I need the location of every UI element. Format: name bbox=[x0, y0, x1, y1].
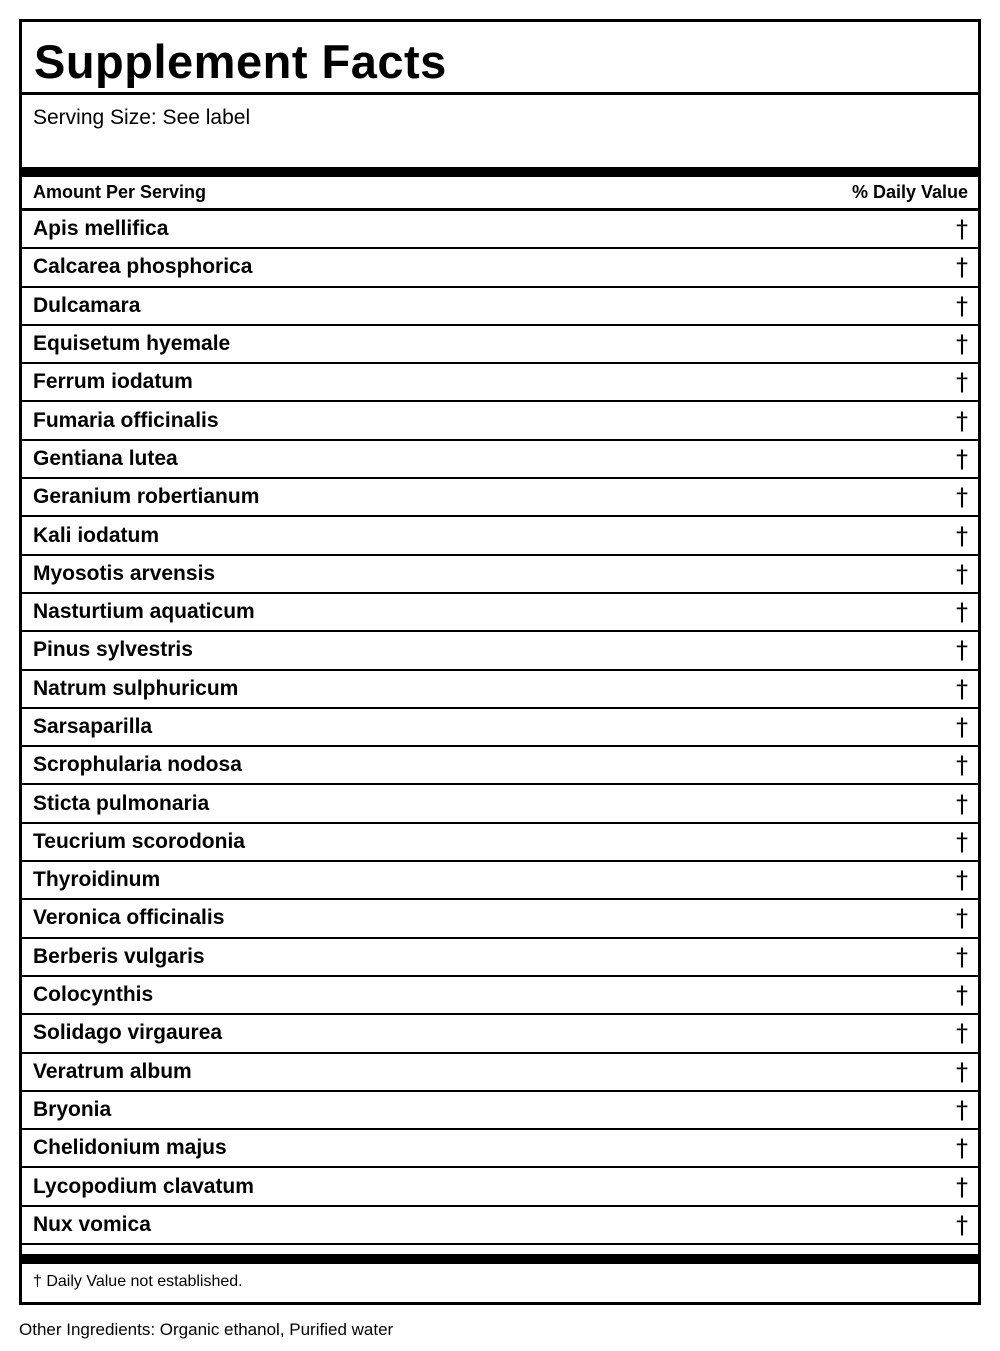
ingredient-name: Chelidonium majus bbox=[33, 1136, 227, 1160]
footnote: † Daily Value not established. bbox=[33, 1273, 243, 1291]
table-row bbox=[22, 862, 978, 900]
daily-value-dagger: † bbox=[956, 751, 968, 780]
ingredient-name: Thyroidinum bbox=[33, 868, 161, 892]
table-row bbox=[22, 671, 978, 709]
table-row bbox=[22, 1092, 978, 1130]
daily-value-dagger: † bbox=[956, 521, 968, 550]
daily-value-dagger: † bbox=[956, 598, 968, 627]
ingredient-name: Solidago virgaurea bbox=[33, 1021, 223, 1045]
panel-title: Supplement Facts bbox=[22, 22, 978, 95]
amount-per-serving-header: Amount Per Serving bbox=[33, 182, 207, 202]
ingredient-name: Pinus sylvestris bbox=[33, 638, 193, 662]
ingredient-name: Nux vomica bbox=[33, 1212, 151, 1236]
serving-size: Serving Size: See label bbox=[33, 106, 251, 129]
ingredient-name: Teucrium scorodonia bbox=[33, 829, 245, 853]
daily-value-dagger: † bbox=[956, 1210, 968, 1239]
daily-value-dagger: † bbox=[956, 1134, 968, 1163]
daily-value-dagger: † bbox=[956, 291, 968, 320]
table-header bbox=[22, 177, 978, 211]
daily-value-dagger: † bbox=[956, 406, 968, 435]
ingredient-name: Geranium robertianum bbox=[33, 485, 260, 509]
footer-divider bbox=[22, 1254, 978, 1264]
ingredient-name: Ferrum iodatum bbox=[33, 370, 193, 394]
table-row bbox=[22, 1130, 978, 1168]
ingredient-name: Veronica officinalis bbox=[33, 906, 225, 930]
ingredient-name: Sarsaparilla bbox=[33, 715, 153, 738]
ingredient-name: Berberis vulgaris bbox=[33, 944, 205, 968]
daily-value-dagger: † bbox=[956, 866, 968, 895]
supplement-facts-panel bbox=[19, 19, 981, 1305]
ingredient-name: Scrophularia nodosa bbox=[33, 753, 242, 777]
table-row bbox=[22, 517, 978, 555]
daily-value-dagger: † bbox=[956, 330, 968, 359]
ingredient-list bbox=[22, 211, 978, 1245]
table-row bbox=[22, 441, 978, 479]
table-row bbox=[22, 824, 978, 862]
table-row bbox=[22, 326, 978, 364]
daily-value-header: % Daily Value bbox=[851, 182, 968, 202]
daily-value-dagger: † bbox=[956, 713, 968, 741]
table-row bbox=[22, 556, 978, 594]
ingredient-name: Gentiana lutea bbox=[33, 446, 178, 470]
ingredient-name: Sticta pulmonaria bbox=[33, 791, 210, 815]
daily-value-dagger: † bbox=[956, 215, 968, 244]
table-row bbox=[22, 709, 978, 747]
daily-value-dagger: † bbox=[956, 1172, 968, 1201]
table-row bbox=[22, 211, 978, 249]
table-row bbox=[22, 364, 978, 402]
ingredient-name: Natrum sulphuricum bbox=[33, 676, 239, 700]
ingredient-name: Colocynthis bbox=[33, 983, 154, 1007]
ingredient-name: Apis mellifica bbox=[33, 217, 169, 241]
table-row bbox=[22, 402, 978, 440]
table-row bbox=[22, 594, 978, 632]
thick-divider bbox=[22, 167, 978, 177]
table-row bbox=[22, 900, 978, 938]
daily-value-dagger: † bbox=[956, 1019, 968, 1048]
other-ingredients: Other Ingredients: Organic ethanol, Purified water bbox=[19, 1320, 394, 1339]
table-row bbox=[22, 1207, 978, 1245]
daily-value-dagger: † bbox=[956, 368, 968, 397]
table-row bbox=[22, 249, 978, 287]
ingredient-name: Equisetum hyemale bbox=[33, 332, 231, 356]
daily-value-dagger: † bbox=[956, 827, 968, 856]
ingredient-name: Lycopodium clavatum bbox=[33, 1174, 254, 1198]
ingredient-name: Bryonia bbox=[33, 1097, 112, 1121]
daily-value-dagger: † bbox=[956, 904, 968, 933]
daily-value-dagger: † bbox=[956, 444, 968, 473]
daily-value-dagger: † bbox=[956, 253, 968, 282]
table-row bbox=[22, 977, 978, 1015]
table-row bbox=[22, 1054, 978, 1092]
daily-value-dagger: † bbox=[956, 1057, 968, 1086]
daily-value-dagger: † bbox=[956, 674, 968, 703]
table-row bbox=[22, 785, 978, 823]
ingredient-name: Nasturtium aquaticum bbox=[33, 600, 255, 624]
daily-value-dagger: † bbox=[956, 942, 968, 971]
ingredient-name: Fumaria officinalis bbox=[33, 408, 219, 432]
table-row bbox=[22, 479, 978, 517]
daily-value-dagger: † bbox=[956, 483, 968, 512]
daily-value-dagger: † bbox=[956, 636, 968, 665]
ingredient-name: Veratrum album bbox=[33, 1059, 192, 1083]
ingredient-name: Dulcamara bbox=[33, 293, 141, 317]
table-row bbox=[22, 1168, 978, 1206]
daily-value-dagger: † bbox=[956, 1095, 968, 1124]
table-row bbox=[22, 1015, 978, 1053]
daily-value-dagger: † bbox=[956, 981, 968, 1010]
table-row bbox=[22, 747, 978, 785]
ingredient-name: Myosotis arvensis bbox=[33, 561, 216, 585]
ingredient-name: Calcarea phosphorica bbox=[33, 255, 253, 279]
ingredient-name: Kali iodatum bbox=[33, 523, 160, 547]
daily-value-dagger: † bbox=[956, 559, 968, 588]
daily-value-dagger: † bbox=[956, 789, 968, 818]
table-row bbox=[22, 939, 978, 977]
table-row bbox=[22, 288, 978, 326]
table-row bbox=[22, 632, 978, 670]
